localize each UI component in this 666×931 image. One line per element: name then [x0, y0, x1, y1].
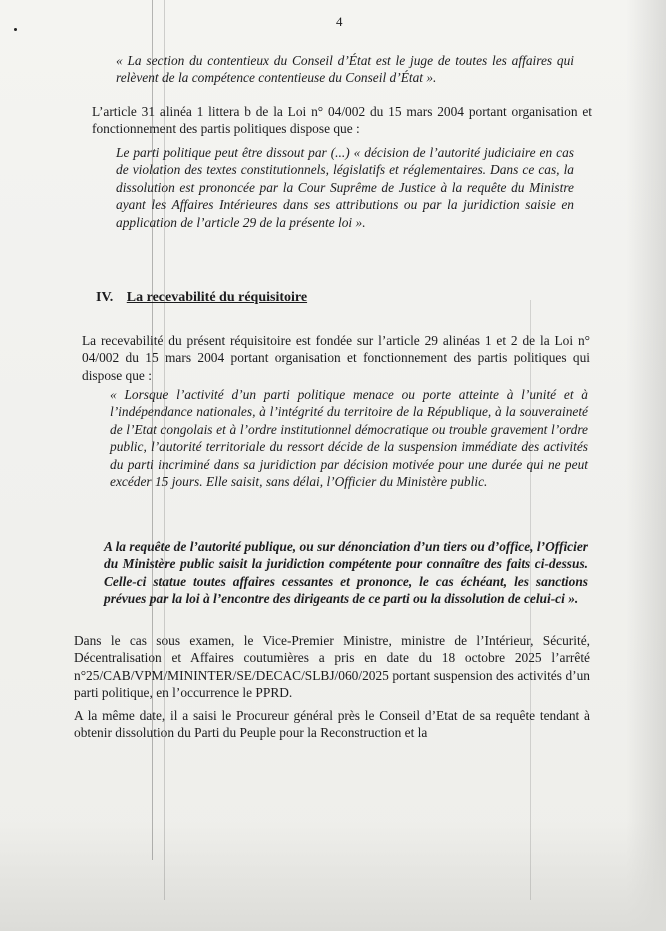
- page-bottom-shade: [0, 821, 666, 931]
- section-title: La recevabilité du réquisitoire: [126, 290, 308, 305]
- paragraph-cas-sous-examen: Dans le cas sous examen, le Vice-Premier Ministre, ministre de l’Intérieur, Sécurité, Décentralisation et Affaires coutumières a pris en date du 18 octobre 2025 l’arrêté n°25/CAB/VPM/MININTER/SE/DECAC/SLBJ/060/2025 portant suspension des activités d’un parti politique, en l’occurrence le PPRD.: [74, 633, 590, 701]
- quote-conseil-etat: « La section du contentieux du Conseil d’État est le juge de toutes les affaires qui relèvent de la compétence contentieuse du Conseil d’État ».: [116, 53, 574, 86]
- quote-article-29-alinea-1: « Lorsque l’activité d’un parti politique menace ou porte atteinte à l’unité et à l’indépendance nationales, à l’intégrité du territoire de la République, à la souveraineté de l’Etat congolais et à l’ordre institutionnel démocratique ou trouble gravement l’ordre public, l’autorité territoriale du ressort décide de la suspension immédiate des activités du parti incriminé dans sa juridiction par décision motivée pour une durée qui ne peut excéder 15 jours. Elle saisit, sans délai, l’Officier du Ministère public.: [110, 387, 588, 490]
- speck: [14, 28, 17, 31]
- section-number: IV.: [96, 290, 114, 305]
- paragraph-article-31: L’article 31 alinéa 1 littera b de la Loi n° 04/002 du 15 mars 2004 portant organisation et fonctionnement des partis politiques dispose que :: [92, 104, 592, 137]
- page-number: 4: [336, 14, 343, 29]
- paragraph-meme-date: A la même date, il a saisi le Procureur général près le Conseil d’Etat de sa requête tendant à obtenir dissolution du Parti du Peuple pour la Reconstruction et la: [74, 708, 590, 741]
- paragraph-recevabilite: La recevabilité du présent réquisitoire est fondée sur l’article 29 alinéas 1 et 2 de la Loi n° 04/002 du 15 mars 2004 portant organisation et fonctionnement des partis politiques qui dispose que :: [82, 333, 590, 383]
- page-shadow: [626, 0, 666, 931]
- section-heading: [96, 290, 307, 306]
- quote-article-31: Le parti politique peut être dissout par (...) « décision de l’autorité judiciaire en cas de violation des textes constitutionnels, législatifs et réglementaires. Dans ce cas, la dissolution est prononcée par la Cour Suprême de Justice à la requête du Ministre ayant les Affaires Intérieures dans ses attributions ou par la juridiction saisie en application de l’article 29 de la présente loi ».: [116, 145, 574, 230]
- quote-article-29-alinea-2: A la requête de l’autorité publique, ou sur dénonciation d’un tiers ou d’office, l’Officier du Ministère public saisit la juridiction compétente pour connaître des faits ci-dessus. Celle-ci statue toutes affaires cessantes et prononce, le cas échéant, les sanctions prévues par la loi à l’encontre des dirigeants de ce parti ou la dissolution de celui-ci ».: [104, 539, 588, 607]
